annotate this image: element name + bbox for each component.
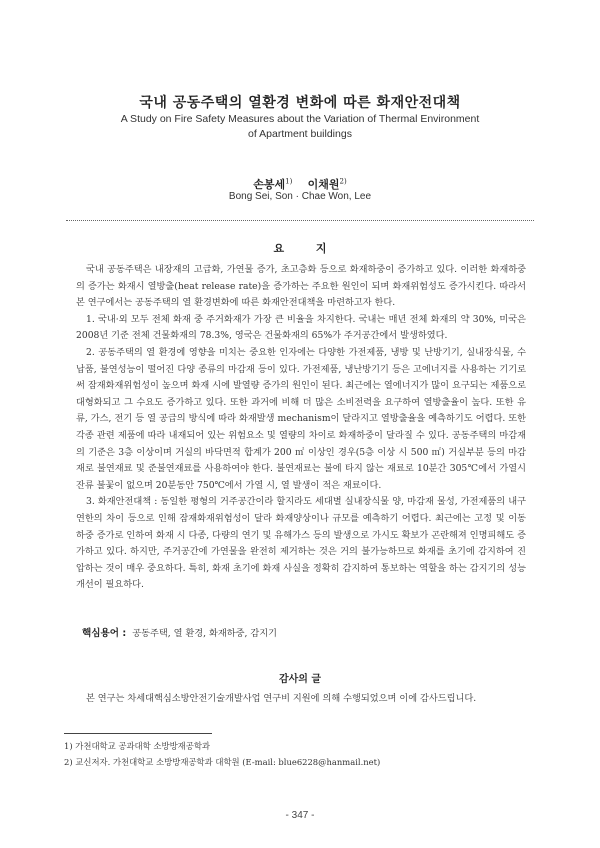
author-2-mark: 2) [339,177,347,186]
dotted-divider [66,220,534,221]
paper-title-korean: 국내 공동주택의 열환경 변화에 따른 화재안전대책 [139,95,461,111]
author-2-name: 이채원 [307,178,340,191]
paper-title-english [0,112,600,142]
abstract-body [76,262,526,594]
footnote-1: 1) 가천대학교 공과대학 소방방재공학과 [64,741,211,751]
authors-korean [0,176,600,192]
keywords-line [82,625,532,639]
author-1-mark: 1) [285,177,293,186]
abstract-paragraph-1: 1. 국내·외 모두 전체 화재 중 주거화재가 가장 큰 비율을 차지한다. 국내는 매년 전체 화재의 약 30%, 미국은 2008년 기준 전체 건물화재의 78.3%, 영국은 건물화재의 65%가 주거공간에서 발생하였다. [76,313,526,342]
footnotes [64,739,544,770]
title-english-line-2: of Apartment buildings [248,128,352,140]
acknowledgement-heading: 감사의 글 [278,674,322,685]
abstract-paragraph-2: 2. 공동주택의 열 환경에 영향을 미치는 중요한 인자에는 다양한 가전제품, 냉방 및 난방기기, 실내장식물, 수납품, 불연성능이 떨어진 다양 종류의 마감재 등이 있다. 가전제품, 냉난방기기 등은 고에너지를 사용하는 기기로써 잠재화재위험성이 높으며 화재 시에 발열량 증가의 원인이 된다. 최근에는 열에너지가 많이 요구되는 제품으로 대형화되고 그 수요도 증가하고 있다. 또한 과거에 비해 더 많은 소비전력을 요구하여 열방출율이 높다. 또한 유류, 가스, 전기 등 열 공급의 방식에 따라 화재발생 mechanism이 달라지고 열방출율을 예측하기도 어렵다. 또한 각종 관련 제품에 따라 내재되어 있는 위험요소 및 열량의 차이로 화재하중이 달라질 수 있다. 공동주택의 마감재의 기준은 3층 이상이며 거실의 바닥면적 합계가 200 ㎡ 이상인 경우(5층 이상 시 500 ㎡) 거실부분 등의 마감재로 불연재료 및 준불연재료를 사용하여야 한다. 불연재료는 불에 타지 않는 재료로 10분간 305℃에서 가열시 잔류 불꽃이 없으며 20분동안 750℃에서 가열 시, 열 발생이 적은 재료이다. [76,346,526,491]
abstract-paragraph-3: 3. 화재안전대책 : 동일한 평형의 거주공간이라 할지라도 세대별 실내장식물 양, 마감재 물성, 가전제품의 내구연한의 차이 등으로 인해 잠재화재위험성이 달라 화재양상이나 규모를 예측하기 어렵다. 최근에는 고정 및 이동 하중 증가로 인하여 화재 시 다종, 다량의 연기 및 유해가스 등의 발생으로 가시도 확보가 곤란해져 인명피해도 증가하고 있다. 하지만, 주거공간에 가연물을 완전히 제거하는 것은 거의 불가능하므로 화재를 초기에 감지하여 진압하는 것이 매우 중요하다. 특히, 화재 초기에 화재 사실을 정확히 감지하여 통보하는 역할을 하는 감지기의 성능개선이 필요하다. [76,496,526,591]
footnote-2: 2) 교신저자. 가천대학교 소방방재공학과 대학원 (E-mail: blue6228@hanmail.net) [64,756,381,767]
acknowledgement-body: 본 연구는 차세대핵심소방안전기술개발사업 연구비 지원에 의해 수행되었으며 이에 감사드립니다. [86,693,477,704]
keywords-label: 핵심용어 : [82,628,127,639]
authors-english: Bong Sei, Son · Chae Won, Lee [228,191,372,202]
page-number: - 347 - [285,810,315,821]
abstract-heading: 요 지 [273,242,341,255]
keywords-text: 공동주택, 열 환경, 화재하중, 감지기 [132,628,277,639]
footnote-rule [64,733,212,734]
title-english-line-1: A Study on Fire Safety Measures about the Variation of Thermal Environment [120,113,480,125]
abstract-paragraph-intro: 국내 공동주택은 내장재의 고급화, 가연물 증가, 초고층화 등으로 화재하중이 증가하고 있다. 이러한 화재하중의 증가는 화재시 열방출(heat release rate)을 증가하는 주요한 원인이 되며 화재위험성도 증가시킨다. 따라서 본 연구에서는 공동주택의 열 환경변화에 따른 화재안전대책을 마련하고자 한다. [76,264,526,309]
author-1-name: 손봉세 [253,178,286,191]
